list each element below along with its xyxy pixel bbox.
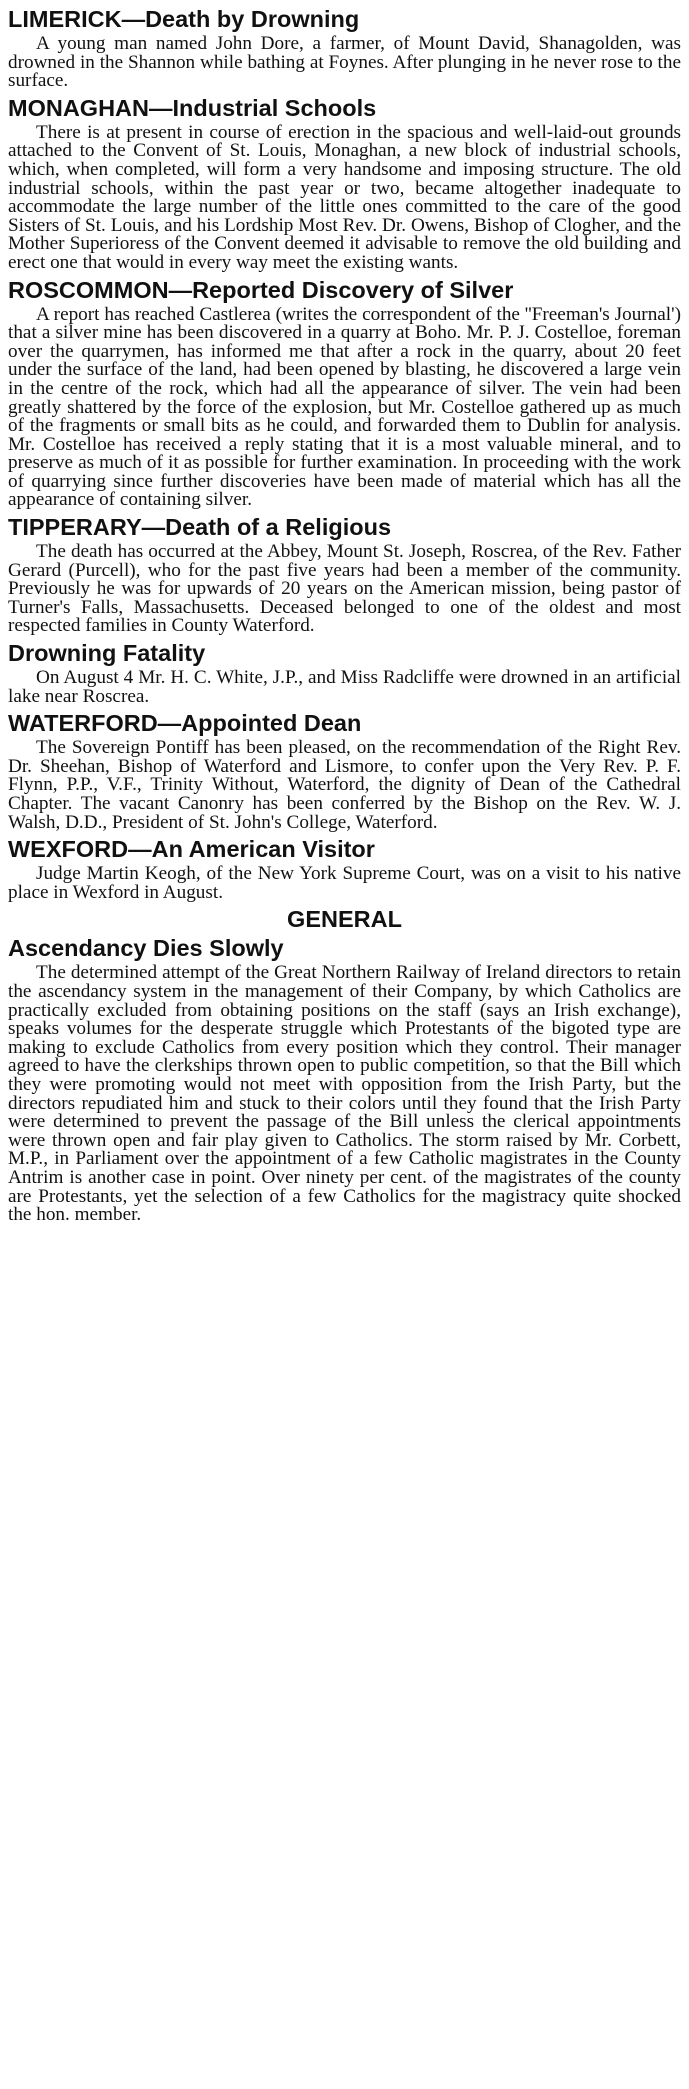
- article-heading: Ascendancy Dies Slowly: [8, 935, 284, 962]
- article-heading: Drowning Fatality: [8, 640, 206, 667]
- article-body: On August 4 Mr. H. C. White, J.P., and Miss Radcliffe were drowned in an artificial lake near Roscrea.: [8, 667, 681, 707]
- article-body: The determined attempt of the Great Northern Railway of Ireland directors to retain the ascendancy system in the management of their Company, by which Catholics are practically excluded from obtaining positions on the staff (says an Irish exchange), speaks volumes for the desperate struggle which Protestants of the bigoted type are making to exclude Catholics from every position which they control. Their manager agreed to have the clerkships thrown open to public competition, so that the Bill which they were promoting would not meet with opposition from the Irish Party, but the directors repudiated him and stuck to their colors until they found that the Irish Party were determined to prevent the passage of the Bill unless the clerical appointments were thrown open and fair play given to Catholics. The storm raised by Mr. Corbett, M.P., in Parliament over the appointment of a few Catholic magistrates in the County Antrim is another case in point. Over ninety per cent. of the magistrates of the county are Protestants, yet the selection of a few Catholics for the magistracy quite shocked the hon. member.: [8, 962, 681, 1226]
- article-tipperary: [8, 514, 681, 636]
- article-body: There is at present in course of erection in the spacious and well-laid-out grounds attached to the Convent of St. Louis, Monaghan, a new block of industrial schools, which, when completed, will form a very handsome and imposing structure. The old industrial schools, within the past year or two, became altogether inadequate to accommodate the large number of the little ones committed to the care of the good Sisters of St. Louis, and his Lordship Most Rev. Dr. Owens, Bishop of Clogher, and the Mother Superioress of the Convent deemed it advisable to remove the old building and erect one that would in every way meet the existing wants.: [8, 121, 681, 273]
- article-heading: WEXFORD—An American Visitor: [8, 836, 375, 863]
- article-heading: LIMERICK—Death by Drowning: [8, 6, 360, 32]
- article-body: The Sovereign Pontiff has been pleased, on the recommendation of the Right Rev. Dr. Sheehan, Bishop of Waterford and Lismore, to confer upon the Very Rev. P. F. Flynn, P.P., V.F., Trinity Without, Waterford, the dignity of Dean of the Cathedral Chapter. The vacant Canonry has been conferred by the Bishop on the Rev. W. J. Walsh, D.D., President of St. John's College, Waterford.: [8, 737, 681, 833]
- article-ascendancy: [8, 935, 681, 1224]
- article-roscommon: [8, 277, 681, 511]
- article-heading: MONAGHAN—Industrial Schools: [8, 94, 377, 121]
- article-limerick: [8, 6, 681, 91]
- article-body: A report has reached Castlerea (writes the correspondent of the ''Freeman's Journal') that a silver mine has been discovered in a quarry at Boho. Mr. P. J. Costelloe, foreman over the quarrymen, has informed me that after a rock in the quarry, about 20 feet under the surface of the land, had been opened by blasting, he discovered a large vein in the centre of the rock, which had all the appearance of silver. The vein had been greatly shattered by the force of the explosion, but Mr. Costelloe gathered up as much of the fragments or small bits as he could, and forwarded them to Dublin for analysis. Mr. Costelloe has received a reply stating that it is a most valuable mineral, and to preserve as much of it as possible for further examination. In proceeding with the work of quarrying since further discoveries have been made of material which has all the appearance of containing silver.: [8, 303, 681, 511]
- article-heading: TIPPERARY—Death of a Religious: [8, 514, 392, 541]
- article-monaghan: [8, 95, 681, 273]
- article-body: A young man named John Dore, a farmer, of Mount David, Shanagolden, was drowned in the Shannon while bathing at Foynes. After plunging in he never rose to the surface.: [8, 33, 681, 92]
- article-heading: ROSCOMMON—Reported Discovery of Silver: [8, 276, 514, 303]
- section-heading-general: GENERAL: [287, 906, 402, 933]
- article-drowning-fatality: [8, 640, 681, 706]
- article-waterford: [8, 710, 681, 832]
- article-wexford: [8, 836, 681, 902]
- article-body: Judge Martin Keogh, of the New York Supreme Court, was on a visit to his native place in Wexford in August.: [8, 863, 681, 903]
- article-heading: WATERFORD—Appointed Dean: [8, 710, 362, 737]
- article-body: The death has occurred at the Abbey, Mount St. Joseph, Roscrea, of the Rev. Father Gerard (Purcell), who for the past five years had been a member of the community. Previously he was for upwards of 20 years on the American mission, being pastor of Turner's Falls, Massachusetts. Deceased belonged to one of the oldest and most respected families in County Waterford.: [8, 541, 681, 637]
